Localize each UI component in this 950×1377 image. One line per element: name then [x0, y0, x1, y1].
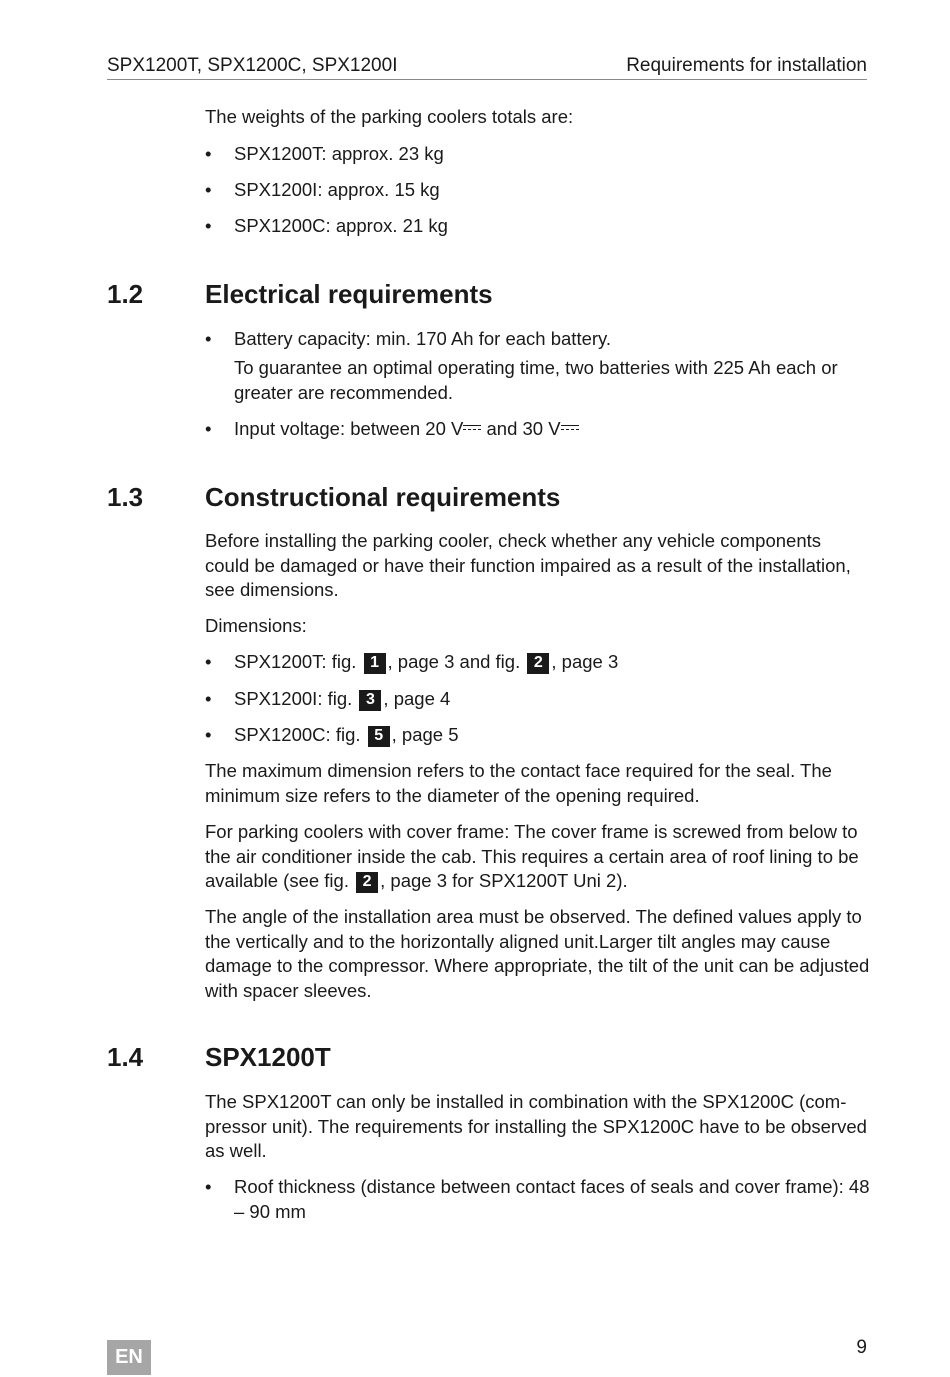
list-item-text: SPX1200C: approx. 21 kg [234, 215, 448, 236]
text-run: SPX1200C: fig. [234, 724, 361, 745]
text-run: , page 3 and fig. [387, 651, 521, 672]
paragraph [205, 820, 870, 894]
section-title: SPX1200T [205, 1042, 331, 1072]
header-rule [107, 79, 867, 80]
bullet-dot: • [205, 143, 212, 164]
figure-ref-badge: 5 [368, 726, 390, 747]
list-item-text [234, 687, 870, 712]
paragraph: Before installing the parking cooler, check whether any vehicle components could be damaged or have their function impaired as a result of the installation, see dimensions. [205, 530, 851, 600]
text-run: , page 5 [391, 724, 459, 745]
section-number: 1.4 [107, 1042, 144, 1072]
paragraph: The maximum dimension refers to the contact face required for the seal. The minimum size refers to the diameter of the opening required. [205, 760, 832, 806]
text-run: SPX1200I: fig. [234, 688, 353, 709]
bullet-dot: • [205, 651, 212, 672]
paragraph: The SPX1200T can only be installed in combination with the SPX1200C (compressor unit). The requirements for installing the SPX1200C have to be observed as well. [205, 1091, 867, 1161]
list-item-text [234, 417, 870, 442]
dc-symbol-icon [561, 423, 579, 433]
bullet-dot: • [205, 418, 212, 439]
figure-ref-badge: 2 [527, 653, 549, 674]
page-number: 9 [856, 1337, 867, 1358]
language-badge: EN [107, 1340, 151, 1375]
text-run: , page 3 for SPX1200T Uni 2). [380, 870, 628, 891]
list-item-text [234, 723, 870, 748]
bullet-dot: • [205, 179, 212, 200]
page-header-left: SPX1200T, SPX1200C, SPX1200I [107, 55, 398, 76]
text-run: , page 4 [383, 688, 451, 709]
section-title: Electrical requirements [205, 279, 493, 309]
list-item-text: Battery capacity: min. 170 Ah for each battery. [234, 328, 612, 349]
figure-ref-badge: 2 [356, 872, 378, 893]
section-title: Constructional requirements [205, 482, 561, 512]
list-item-text: SPX1200T: approx. 23 kg [234, 143, 444, 164]
list-item-text [234, 650, 870, 675]
note-text: To guarantee an optimal operating time, two batteries with 225 Ah each or greater are recommended. [234, 357, 838, 403]
list-item-text: Roof thickness (distance between contact faces of seals and cover frame): 48 – 90 mm [234, 1176, 870, 1222]
intro-text: The weights of the parking coolers totals are: [205, 106, 574, 127]
dc-symbol-icon [463, 423, 481, 433]
bullet-dot: • [205, 215, 212, 236]
figure-ref-badge: 1 [364, 653, 386, 674]
page-header-right: Requirements for installation [626, 55, 867, 76]
list-item-text: SPX1200I: approx. 15 kg [234, 179, 440, 200]
bullet-dot: • [205, 724, 212, 745]
paragraph: Dimensions: [205, 615, 307, 636]
bullet-dot: • [205, 328, 212, 349]
figure-ref-badge: 3 [359, 690, 381, 711]
section-number: 1.2 [107, 279, 144, 309]
voltage-text-2: and 30 V [486, 418, 561, 439]
text-run: For parking coolers with cover frame: The cover frame is screwed from below to the air conditioner inside the cab. This requires a certain area of roof lining to be available (see fig. [205, 821, 859, 891]
bullet-dot: • [205, 688, 212, 709]
text-run: , page 3 [551, 651, 619, 672]
bullet-dot: • [205, 1176, 212, 1197]
text-run: SPX1200T: fig. [234, 651, 357, 672]
section-number: 1.3 [107, 482, 144, 512]
voltage-text-1: Input voltage: between 20 V [234, 418, 464, 439]
paragraph: The angle of the installation area must be observed. The defined values apply to the vertically and to the horizontally aligned unit.Larger tilt angles may cause damage to the compressor. Where appropriate, the tilt of the unit can be adjusted with spacer sleeves. [205, 906, 870, 1001]
